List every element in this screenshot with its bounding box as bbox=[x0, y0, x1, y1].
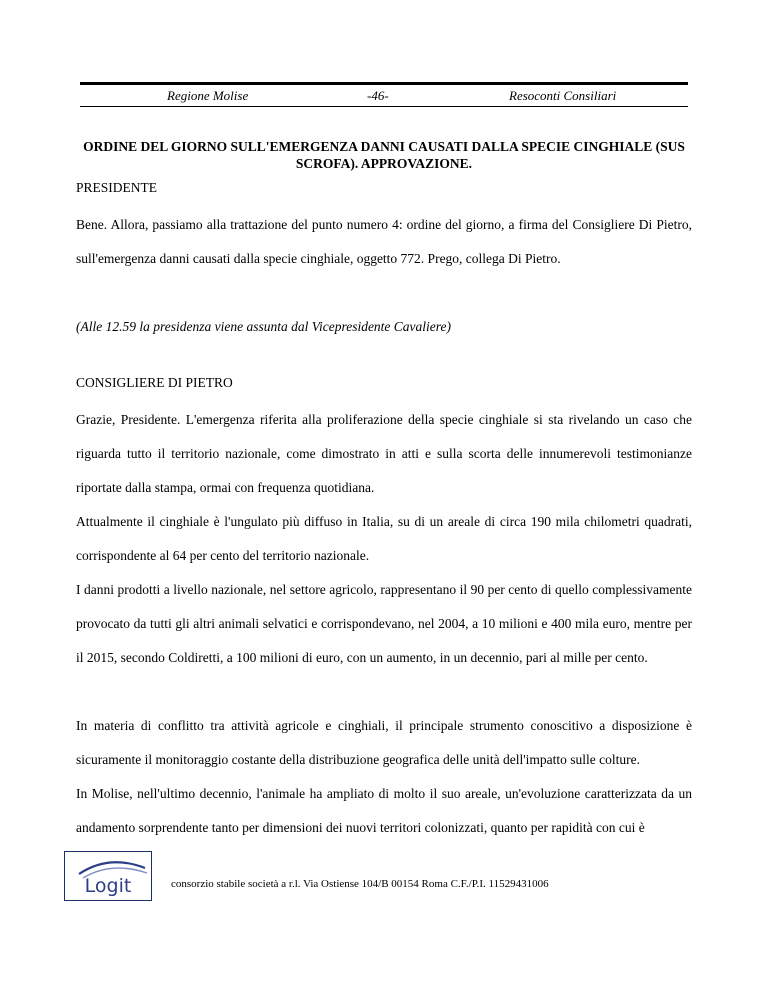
header-left: Regione Molise bbox=[167, 88, 249, 103]
speaker-president: PRESIDENTE bbox=[76, 180, 157, 195]
paragraph-1: Grazie, Presidente. L'emergenza riferita alla proliferazione della specie cinghiale si sta rivelando un caso che riguarda tutto il territorio nazionale, come dimostrato in atti e sulla scorta delle innumerevoli testimonianze riportate dalla stampa, ormai con frequenza quotidiana. bbox=[76, 412, 692, 495]
paragraph-2: Attualmente il cinghiale è l'ungulato più diffuso in Italia, su di un areale di circa 190 mila chilometri quadrati, corrispondente al 64 per cento del territorio nazionale. bbox=[76, 514, 692, 563]
header-bottom-rule bbox=[80, 106, 688, 107]
president-paragraph: Bene. Allora, passiamo alla trattazione del punto numero 4: ordine del giorno, a firma del Consigliere Di Pietro, sull'emergenza danni causati dalla specie cinghiale, oggetto 772. Prego, collega Di Pietro. bbox=[76, 217, 692, 266]
logo-wordmark: Logit bbox=[84, 875, 132, 897]
paragraph-3: I danni prodotti a livello nazionale, nel settore agricolo, rappresentano il 90 per cento di quello complessivamente provocato da tutti gli altri animali selvatici e corrispondevano, nel 2004, a 10 milioni e 400 mila euro, mentre per il 2015, secondo Coldiretti, a 100 milioni di euro, con un aumento, in un decennio, pari al mille per cento. bbox=[76, 582, 692, 665]
speaker-councillor: CONSIGLIERE DI PIETRO bbox=[76, 375, 233, 390]
header-page-number: -46- bbox=[367, 88, 389, 103]
footer-company-info: consorzio stabile società a r.l. Via Ostiense 104/B 00154 Roma C.F./P.I. 11529431006 bbox=[171, 878, 549, 890]
paragraph-4: In materia di conflitto tra attività agricole e cinghiali, il principale strumento conoscitivo a disposizione è sicuramente il monitoraggio costante della distribuzione geografica delle unità dell'impatto sulle colture. bbox=[76, 718, 692, 767]
section-title: ORDINE DEL GIORNO SULL'EMERGENZA DANNI CAUSATI DALLA SPECIE CINGHIALE (SUS SCROFA). APPROVAZIONE. bbox=[83, 139, 685, 171]
procedural-note: (Alle 12.59 la presidenza viene assunta dal Vicepresidente Cavaliere) bbox=[76, 319, 452, 334]
header-right: Resoconti Consiliari bbox=[509, 88, 617, 103]
paragraph-5: In Molise, nell'ultimo decennio, l'animale ha ampliato di molto il suo areale, un'evoluzione caratterizzata da un andamento sorprendente tanto per dimensioni dei nuovi territori colonizzati, quanto per rapidità con cui è bbox=[76, 786, 692, 835]
logit-logo bbox=[64, 851, 152, 901]
header-top-rule bbox=[80, 82, 688, 85]
